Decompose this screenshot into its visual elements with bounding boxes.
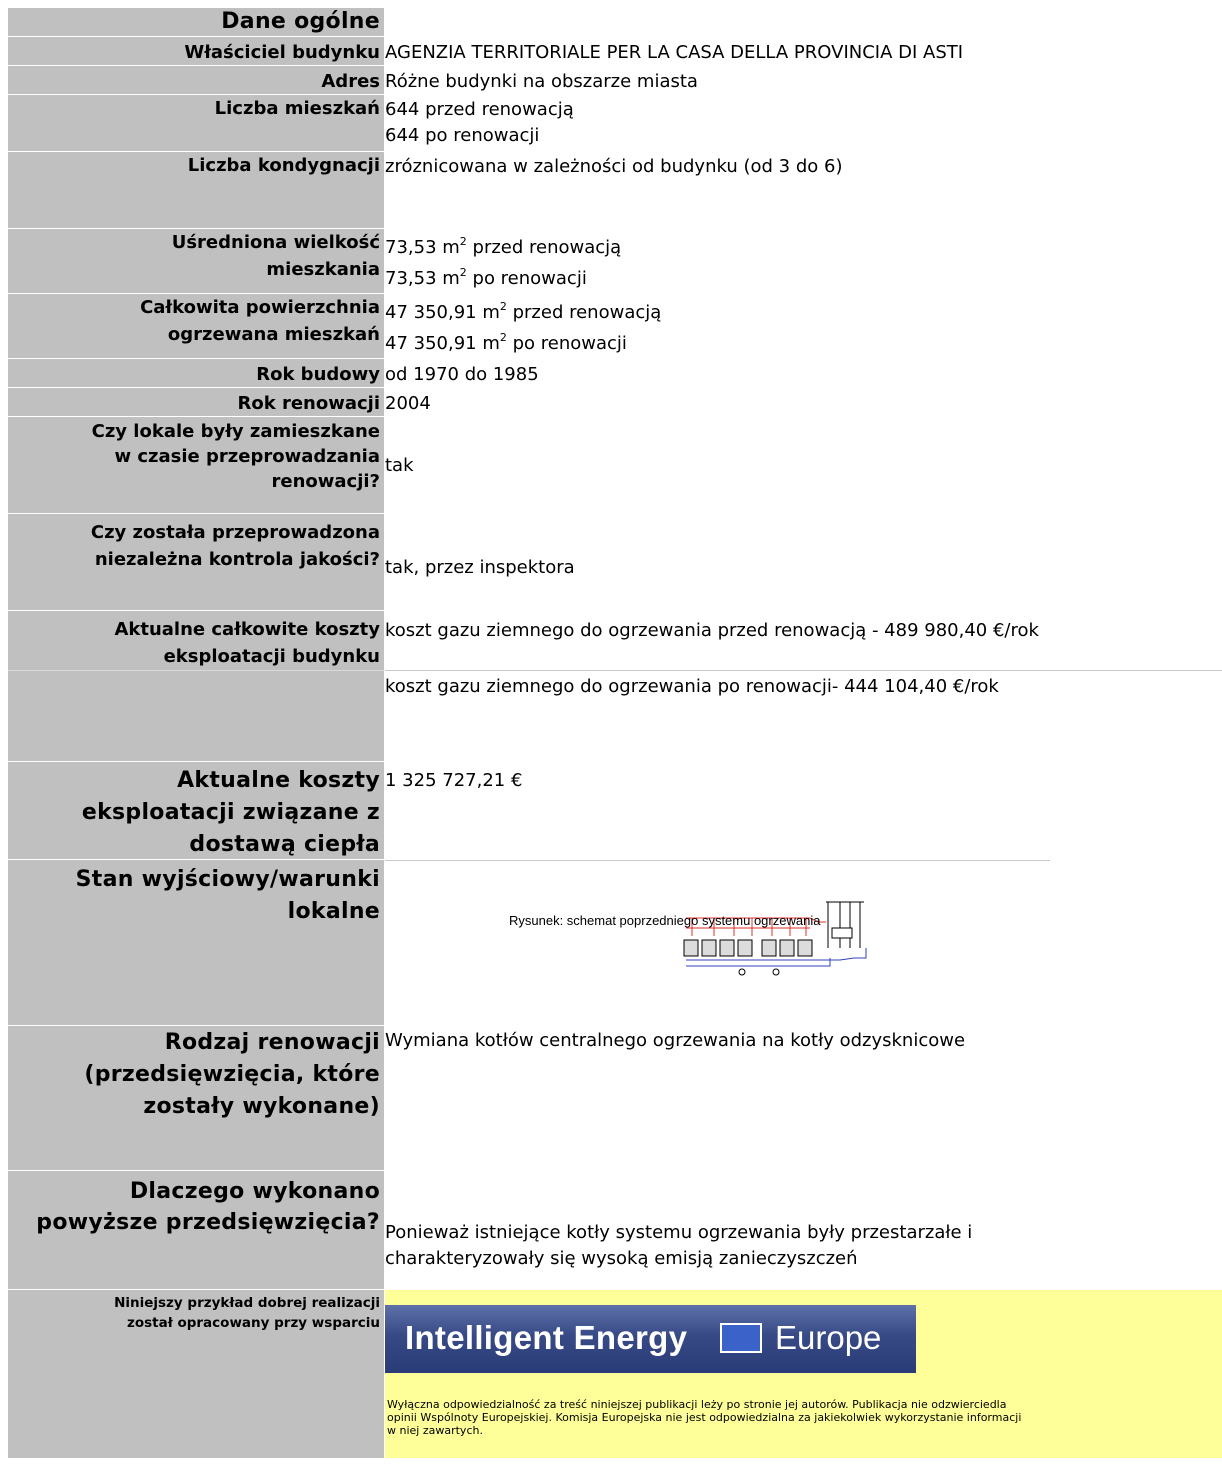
reno-year-label: Rok renowacji: [237, 393, 380, 414]
diagram-boilers: [684, 940, 812, 956]
label-floors: [8, 152, 384, 228]
label-divider: [8, 670, 384, 671]
eu-flag-icon: [720, 1323, 762, 1353]
heated-area-after-num: 47 350,91 m: [385, 333, 500, 354]
why-value-2: charakteryzowały się wysoką emisją zanieczyszczeń: [385, 1248, 858, 1269]
heating-system-diagram: [680, 888, 872, 980]
label-occupied: [8, 417, 384, 513]
label-why: [8, 1171, 384, 1289]
banner-right-text: Europe: [775, 1319, 882, 1356]
sup-2: 2: [459, 266, 467, 279]
general-header: Dane ogólne: [221, 9, 380, 34]
heated-area-label-2: ogrzewana mieszkań: [167, 324, 380, 345]
value-divider: [385, 670, 1222, 671]
why-value-1: Ponieważ istniejące kotły systemu ogrzewania były przestarzałe i: [385, 1222, 973, 1243]
label-flats: [8, 95, 384, 151]
owner-value: AGENZIA TERRITORIALE PER LA CASA DELLA PROVINCIA DI ASTI: [385, 42, 964, 63]
avg-size-before-txt: przed renowacją: [466, 237, 622, 258]
sup-2: 2: [499, 300, 507, 313]
address-value: Różne budynki na obszarze miasta: [385, 71, 698, 92]
why-label-1: Dlaczego wykonano: [129, 1179, 380, 1204]
heat-costs-label-1: Aktualne koszty: [177, 768, 380, 793]
label-address: [8, 66, 384, 94]
heat-costs-value: 1 325 727,21 €: [385, 770, 523, 791]
label-support: [8, 1290, 384, 1458]
build-year-label: Rok budowy: [256, 364, 380, 385]
quality-label-2: niezależna kontrola jakości?: [94, 549, 380, 570]
avg-size-after: [385, 268, 587, 289]
renovation-type-value: Wymiana kotłów centralnego ogrzewania na kotły odzysknicowe: [385, 1030, 966, 1051]
renovation-type-label-3: zostały wykonane): [143, 1094, 380, 1119]
floors-label: Liczba kondygnacji: [187, 155, 380, 176]
avg-size-after-num: 73,53 m: [385, 268, 460, 289]
label-total-costs: [8, 611, 384, 761]
banner-left-text: Intelligent Energy: [405, 1319, 688, 1356]
label-avg-size: [8, 229, 384, 293]
occupied-value: tak: [385, 455, 414, 476]
total-costs-label-1: Aktualne całkowite koszty: [114, 619, 380, 640]
label-owner: [8, 37, 384, 65]
heated-area-before-txt: przed renowacją: [506, 302, 662, 323]
label-initial-state: [8, 860, 384, 1025]
intelligent-energy-banner: [385, 1305, 916, 1373]
label-build-year: [8, 359, 384, 387]
heat-costs-label-2: eksploatacji związane z: [81, 800, 380, 825]
label-heated-area: [8, 294, 384, 358]
label-heat-costs: [8, 762, 384, 859]
sup-2: 2: [459, 235, 467, 248]
support-label-2: został opracowany przy wsparciu: [127, 1315, 380, 1331]
avg-size-before: [385, 237, 621, 258]
heated-area-after-txt: po renowacji: [506, 333, 627, 354]
label-reno-year: [8, 388, 384, 416]
flats-after: 644 po renowacji: [385, 125, 540, 146]
avg-size-after-txt: po renowacji: [466, 268, 587, 289]
label-renovation-type: [8, 1026, 384, 1170]
quality-label-1: Czy została przeprowadzona: [90, 522, 380, 543]
flats-label: Liczba mieszkań: [214, 98, 380, 119]
avg-size-label-2: mieszkania: [266, 259, 380, 280]
build-year-value: od 1970 do 1985: [385, 364, 539, 385]
total-costs-label-2: eksploatacji budynku: [163, 646, 380, 667]
total-costs-before: koszt gazu ziemnego do ogrzewania przed renowacją - 489 980,40 €/rok: [385, 620, 1039, 641]
heat-costs-label-3: dostawą ciepła: [189, 832, 380, 857]
renovation-type-label-2: (przedsięwzięcia, które: [84, 1062, 380, 1087]
heated-area-after: [385, 333, 627, 354]
initial-state-label-1: Stan wyjściowy/warunki: [75, 867, 380, 892]
address-label: Adres: [321, 71, 380, 92]
total-costs-after: koszt gazu ziemnego do ogrzewania po renowacji- 444 104,40 €/rok: [385, 676, 999, 697]
occupied-label-3: renowacji?: [271, 471, 380, 492]
heated-area-before-num: 47 350,91 m: [385, 302, 500, 323]
sup-2: 2: [499, 331, 507, 344]
support-label-1: Niniejszy przykład dobrej realizacji: [114, 1295, 380, 1311]
label-quality: [8, 514, 384, 610]
floors-value: zróznicowana w zależności od budynku (od 3 do 6): [385, 156, 843, 177]
label-general: [8, 8, 384, 36]
heated-area-label-1: Całkowita powierzchnia: [140, 297, 380, 318]
why-label-2: powyższe przedsięwzięcia?: [36, 1210, 380, 1235]
occupied-label-1: Czy lokale były zamieszkane: [91, 421, 380, 442]
renovation-type-label-1: Rodzaj renowacji: [164, 1030, 380, 1055]
initial-state-label-2: lokalne: [287, 899, 380, 924]
diagram-caption: Rysunek: schemat poprzedniego systemu ogrzewania: [509, 913, 821, 928]
quality-value: tak, przez inspektora: [385, 557, 575, 578]
heated-area-before: [385, 302, 661, 323]
occupied-label-2: w czasie przeprowadzania: [114, 446, 380, 467]
reno-year-value: 2004: [385, 393, 431, 414]
flats-before: 644 przed renowacją: [385, 99, 574, 120]
avg-size-label-1: Uśredniona wielkość: [171, 232, 380, 253]
value-divider: [385, 860, 1050, 861]
avg-size-before-num: 73,53 m: [385, 237, 460, 258]
owner-label: Właściciel budynku: [184, 42, 380, 63]
disclaimer-text: Wyłączna odpowiedzialność za treść niniejszej publikacji leży po stronie jej autorów. Publikacja nie odzwierciedla opinii Wspólnoty Europejskiej. Komisja Europejska nie jest odpowiedzialna za jakiekolwiek wykorzystanie informacji w niej zawartych.: [387, 1398, 1022, 1437]
